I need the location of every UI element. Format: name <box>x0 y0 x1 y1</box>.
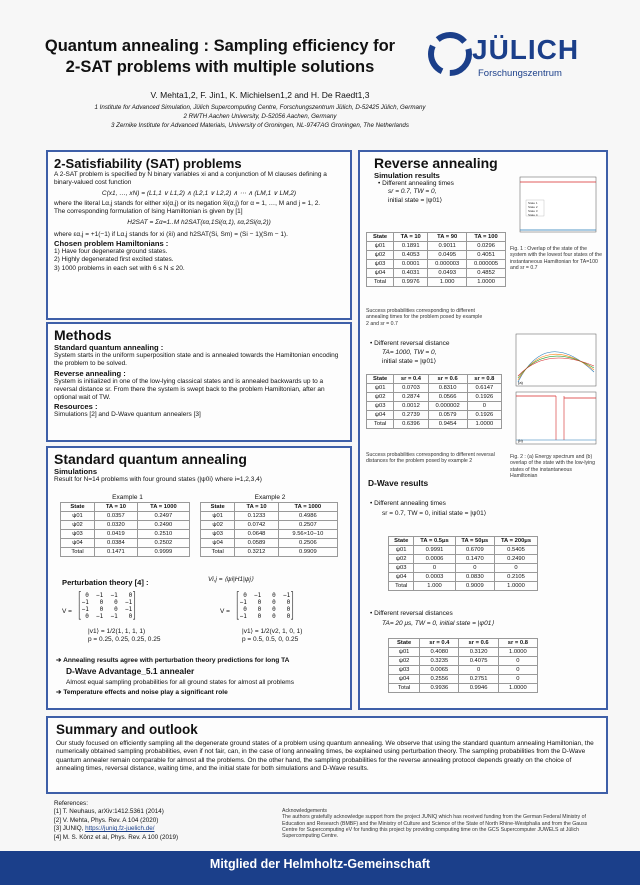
reference-item: [1] T. Neuhaus, arXiv:1412.5361 (2014) <box>54 808 164 816</box>
cell: ψ02 <box>389 555 414 564</box>
col-header: TA = 1000 <box>137 503 189 512</box>
table-row <box>389 648 538 657</box>
list-item: 3) 1000 problems in each set with 6 ≤ N ≤ 20. <box>54 264 185 272</box>
cell: 0.0003 <box>414 573 455 582</box>
cell: 0.4051 <box>467 251 506 260</box>
section-title: Summary and outlook <box>56 722 198 737</box>
cell: 0.2105 <box>495 573 538 582</box>
cell: ψ03 <box>61 530 95 539</box>
cell: ψ04 <box>201 539 235 548</box>
col-header: TA = 50μs <box>455 537 494 546</box>
cell: ψ03 <box>201 530 235 539</box>
table-row <box>367 269 506 278</box>
cell: 0.0065 <box>420 666 459 675</box>
cell: 0.9946 <box>459 684 498 693</box>
cell: ψ01 <box>389 648 420 657</box>
col-header: State <box>367 233 394 242</box>
cell: 0 <box>498 657 537 666</box>
formula: C(x1, …, xN) = (L1,1 ∨ L1,2) ∧ (L2,1 ∨ L2,2) ∧ ⋯ ∧ (LM,1 ∨ LM,2) <box>101 189 297 197</box>
paragraph: Almost equal sampling probabilities for all ground states for almost all problems <box>66 679 294 686</box>
methods-section <box>46 322 352 442</box>
list-item: 2) Highly degenerated first excited states. <box>54 256 174 264</box>
cell: 0 <box>414 564 455 573</box>
fig1-caption: Fig. 1 : Overlap of the state of the system with the lowest four states of the instantaneous Hamiltonian for TA=100 and sr = 0.7 <box>510 246 602 271</box>
cell: 0 <box>459 666 498 675</box>
bullet-text: Different reversal distance <box>374 340 450 347</box>
julich-logo-icon <box>428 32 472 76</box>
subheading: Simulation results <box>374 171 440 180</box>
col-header: State <box>389 537 414 546</box>
table-row <box>367 402 502 411</box>
cell: 0.0830 <box>455 573 494 582</box>
cell: 0.0495 <box>428 251 467 260</box>
cell: 0.9011 <box>428 242 467 251</box>
cell: 0.4080 <box>420 648 459 657</box>
params: sr = 0.7, TW = 0, initial state = |ψ01⟩ <box>382 510 487 517</box>
table-row <box>61 521 190 530</box>
col-header: sr = 0.8 <box>467 375 501 384</box>
sat-section <box>46 150 352 320</box>
cell: 0.6147 <box>467 384 501 393</box>
probabilities-2: p = 0.5, 0.5, 0, 0.25 <box>242 636 299 643</box>
cell: ψ01 <box>389 546 414 555</box>
col-header: sr = 0.6 <box>459 639 498 648</box>
perturbation-label: Perturbation theory [4] : <box>62 578 149 587</box>
cell: ψ02 <box>201 521 235 530</box>
section-title: 2-Satisfiability (SAT) problems <box>54 156 242 171</box>
references-label: References: <box>54 800 88 807</box>
bullet: • Different annealing times <box>378 180 454 187</box>
paragraph: Simulations [2] and D-Wave quantum annealers [3] <box>54 411 201 419</box>
cell: 0 <box>455 564 494 573</box>
cell: 0.4053 <box>394 251 428 260</box>
cell: 0.000002 <box>428 402 467 411</box>
table-row <box>367 251 506 260</box>
table-row <box>389 573 538 582</box>
cell: 0 <box>498 675 537 684</box>
cell: 0.2556 <box>420 675 459 684</box>
cell: 0.8310 <box>428 384 467 393</box>
paragraph: System is initialized in one of the low-lying classical states and is annealed backwards up to a reversal distance sr. From there the system is swept back to the problem Hamiltonian, after an optional wait of TW. <box>54 377 325 402</box>
subheading: Resources : <box>54 402 98 412</box>
legend-entry: State 2 <box>528 205 538 209</box>
table-row <box>367 393 502 402</box>
cell: 0.3235 <box>420 657 459 666</box>
table1-caption: Success probabilities corresponding to different annealing times for the problem posed by example 2 and sr = 0.7 <box>366 308 483 327</box>
legend-entry: State 4 <box>528 213 538 217</box>
bullet-text: Different reversal distances <box>374 610 453 617</box>
cell: 0.6709 <box>455 546 494 555</box>
table-dwave-annealing-times <box>388 536 538 591</box>
cell: 0.6396 <box>394 420 428 429</box>
cell: 0.0703 <box>394 384 428 393</box>
fig1-overlap-chart <box>510 174 600 242</box>
cell: 0 <box>498 666 537 675</box>
cell: 0.0384 <box>95 539 138 548</box>
v-label: V = <box>62 608 72 615</box>
cell: 0.1926 <box>467 411 501 420</box>
cell: 1.0000 <box>467 278 506 287</box>
init-state: initial state = |ψ01⟩ <box>382 358 437 365</box>
subheading: Reverse annealing : <box>54 368 126 378</box>
cell: ψ03 <box>389 564 414 573</box>
table-annealing-times <box>366 232 506 287</box>
table-row <box>367 242 506 251</box>
cell: ψ01 <box>61 512 95 521</box>
table-reversal-distance <box>366 374 502 429</box>
col-header: State <box>61 503 95 512</box>
reference-item: [4] M. S. Könz et al, Phys. Rev. A 100 (2019) <box>54 833 179 841</box>
cell: ψ04 <box>389 573 414 582</box>
table-row <box>389 582 538 591</box>
col-header: State <box>389 639 420 648</box>
affiliation-3: 3 Zernike Institute for Advanced Materials, University of Groningen, NL-9747AG Groningen, The Netherlands <box>111 122 409 129</box>
table-row <box>389 675 538 684</box>
bullet-text: Different annealing times <box>382 180 454 187</box>
cell: 0.9976 <box>394 278 428 287</box>
reference-item: [3] JUNIQ, https://juniq.fz-juelich.de/ <box>54 825 155 833</box>
cell: 0.0493 <box>428 269 467 278</box>
subheading: Simulations <box>54 467 98 476</box>
cell: ψ04 <box>367 269 394 278</box>
reverse-section <box>358 150 608 710</box>
affiliation-1: 1 Institute for Advanced Simulation, Jülich Supercomputing Centre, Forschungszentrum Jülich, D-52425 Jülich, Germany <box>94 104 426 111</box>
cell: 0.000005 <box>467 260 506 269</box>
cell: 0.0296 <box>467 242 506 251</box>
matrix-2: ⎡ 0 −1 0 −1⎤ ⎢−1 0 0 0⎥ ⎢ 0 0 0 0⎥ ⎣−1 0 0 0⎦ <box>236 592 294 620</box>
col-header: TA = 10 <box>394 233 428 242</box>
cell: ψ04 <box>61 539 95 548</box>
col-header: TA = 100 <box>467 233 506 242</box>
section-title: Reverse annealing <box>374 155 498 171</box>
fig2-caption: Fig. 2 : (a) Energy spectrum and (b) overlap of the state with the low-lying states of the instantaneous Hamiltonian <box>510 454 596 479</box>
table-dwave-reversal-distance <box>388 638 538 693</box>
cell: 0.0357 <box>95 512 138 521</box>
cell: 0.2490 <box>137 521 189 530</box>
authors: V. Mehta1,2, F. Jin1, K. Michielsen1,2 and H. De Raedt1,3 <box>150 90 370 100</box>
cell: 0.0579 <box>428 411 467 420</box>
table-row <box>367 260 506 269</box>
cell: ψ02 <box>367 393 394 402</box>
cell: Total <box>389 582 414 591</box>
init-state: initial state = |ψ01⟩ <box>388 196 443 204</box>
bullet: • Different reversal distance <box>370 340 450 347</box>
references <box>54 800 274 842</box>
cell: 0.0648 <box>235 530 278 539</box>
table-row <box>61 548 190 557</box>
table-row <box>201 539 338 548</box>
table-row <box>61 539 190 548</box>
cell: ψ02 <box>389 657 420 666</box>
col-header: State <box>201 503 235 512</box>
subheading: D-Wave results <box>368 478 429 488</box>
table-row <box>201 548 338 557</box>
col-header: TA = 200μs <box>495 537 538 546</box>
cell: ψ03 <box>367 260 394 269</box>
params: TA= 1000, TW = 0, <box>382 349 437 356</box>
col-header: sr = 0.8 <box>498 639 537 648</box>
summary-section <box>46 716 608 794</box>
ack-text: The authors gratefully acknowledge support from the project JUNIQ which has received funding from the German Federal Ministry of Education and Research (BMBF) and the Ministry of Culture and Science of the State of North Rhine-Westphalia and from the Gauss Centre for Supercomputing eV for funding this project by providing computing time on the GCS Supercomputer JUWELS at Jülich Supercomputing Centre. <box>282 814 588 840</box>
subheading: Standard quantum annealing : <box>54 343 164 352</box>
cell: 0.5405 <box>495 546 538 555</box>
cell: 1.0000 <box>498 648 537 657</box>
table-row <box>201 530 338 539</box>
cell: 0.3212 <box>235 548 278 557</box>
params: TA= 20 μs, TW = 0, initial state = |ψ01⟩ <box>382 620 494 627</box>
col-header: sr = 0.6 <box>428 375 467 384</box>
cell: 0 <box>495 564 538 573</box>
table-row <box>201 512 338 521</box>
paragraph: A 2-SAT problem is specified by N binary variables xi and a conjunction of M clauses defining a binary-valued cost function <box>54 171 327 187</box>
table-row <box>389 564 538 573</box>
cell: 0.2751 <box>459 675 498 684</box>
col-header: sr = 0.4 <box>420 639 459 648</box>
v-label: V = <box>220 608 230 615</box>
cell: 0.1926 <box>467 393 501 402</box>
acknowledgements <box>282 808 600 839</box>
cell: 0.000003 <box>428 260 467 269</box>
affiliation-2: 2 RWTH Aachen University, D-52056 Aachen, Germany <box>183 113 337 120</box>
params: sr = 0.7, TW = 0, <box>388 188 437 196</box>
table-row <box>61 530 190 539</box>
cell: 0.2502 <box>137 539 189 548</box>
matrix-1: ⎡ 0 −1 −1 0⎤ ⎢−1 0 0 −1⎥ ⎢−1 0 0 −1⎥ ⎣ 0 −1 −1 0⎦ <box>78 592 136 620</box>
juniq-link[interactable]: https://juniq.fz-juelich.de/ <box>85 825 155 833</box>
paragraph: where the literal Lα,j stands for either xi(α,j) or its negation x̄i(α,j) for α = 1, …, M and j = 1, 2. <box>54 199 321 207</box>
cell: 0 <box>467 402 501 411</box>
cell: 0.0589 <box>235 539 278 548</box>
cell: 1.0000 <box>498 684 537 693</box>
example-2-table <box>200 494 340 557</box>
cell: 0.0320 <box>95 521 138 530</box>
cell: 0.2739 <box>394 411 428 420</box>
section-title: Standard quantum annealing <box>54 451 247 467</box>
example-1-label: Example 1 <box>112 494 143 501</box>
table-row <box>389 555 538 564</box>
bullet: • Different reversal distances <box>370 610 453 617</box>
cell: 0.9999 <box>137 548 189 557</box>
cell: 0.0006 <box>414 555 455 564</box>
logo-subtitle: Forschungszentrum <box>478 68 562 79</box>
table-row <box>367 278 506 287</box>
paragraph: The corresponding formulation of Ising Hamiltonian is given by [1] <box>54 208 243 216</box>
cell: 1.000 <box>414 582 455 591</box>
probabilities-1: p = 0.25, 0.25, 0.25, 0.25 <box>88 636 161 643</box>
paragraph: where εα,j = +1(−1) if Lα,j stands for xi (x̄i) and h2SAT(Si, Sm) = (Si − 1)(Sm − 1). <box>54 230 288 238</box>
cell: 0.3120 <box>459 648 498 657</box>
cell: 0.2507 <box>278 521 337 530</box>
section-title: Methods <box>54 327 112 343</box>
fig2-spectrum-chart <box>506 332 600 452</box>
footer-text: Mitglied der Helmholtz-Gemeinschaft <box>209 857 431 871</box>
bullet-text: Different annealing times <box>374 500 446 507</box>
cell: 1.000 <box>428 278 467 287</box>
cell: 0.0566 <box>428 393 467 402</box>
table-row <box>389 666 538 675</box>
formula: H2SAT = Σα=1..M h2SAT(εα,1Si(α,1), εα,2Si(α,2)) <box>127 219 271 227</box>
subheading: Chosen problem Hamiltonians : <box>54 239 169 249</box>
paragraph: Our study focused on efficiently sampling all the degenerate ground states of a problem using quantum annealing. We observe that using the standard quantum annealing Hamiltonian, the numerically obtained sampling probabilities, even if not fair, can, in the case of long annealing times, be explained using perturbation theory. The sampling probabilities from the D-Wave quantum annealer remain comparable for almost all the problems. On the other hand, the sampling probabilities for the reverse annealing protocol depends greatly on the choice of annealing times, reversal distance, waiting time, and the initial state for both simulations and D-Wave results. <box>56 740 594 772</box>
cell: 0.4852 <box>467 269 506 278</box>
cell: 0.2506 <box>278 539 337 548</box>
cell: 0.4031 <box>394 269 428 278</box>
cell: 0.0012 <box>394 402 428 411</box>
cell: ψ02 <box>61 521 95 530</box>
subheading: D-Wave Advantage_5.1 annealer <box>66 666 195 676</box>
cell: Total <box>389 684 420 693</box>
cell: 0.0419 <box>95 530 138 539</box>
col-header: TA = 10 <box>95 503 138 512</box>
cell: ψ04 <box>367 411 394 420</box>
cell: 0.1470 <box>455 555 494 564</box>
cell: Total <box>61 548 95 557</box>
table-row <box>367 384 502 393</box>
cell: ψ01 <box>201 512 235 521</box>
col-header: TA = 10 <box>235 503 278 512</box>
cell: 1.0000 <box>495 582 538 591</box>
cell: Total <box>367 420 394 429</box>
legend-entry: State 1 <box>528 201 538 205</box>
cell: 0.1471 <box>95 548 138 557</box>
paragraph: System starts in the uniform superposition state and is annealed towards the Hamiltonian encoding the problem to be solved. <box>54 352 339 368</box>
title-line-1: Quantum annealing : Sampling efficiency for <box>44 37 396 55</box>
table-row <box>389 684 538 693</box>
cell: 0.2490 <box>495 555 538 564</box>
list-item: 1) Have four degenerate ground states. <box>54 248 168 256</box>
table-row <box>201 521 338 530</box>
cell: 0.1233 <box>235 512 278 521</box>
vij-formula: Vi,j = ⟨ψi|H1|ψj⟩ <box>208 576 254 583</box>
eigenvector-1: |v1⟩ = 1/2(1, 1, 1, 1) <box>88 628 146 635</box>
example-2-label: Example 2 <box>254 494 286 501</box>
cell: 0.9009 <box>455 582 494 591</box>
cell: 0.0001 <box>394 260 428 269</box>
paragraph: Result for N=14 problems with four ground states (|ψ0i⟩ where i=1,2,3,4) <box>54 476 262 483</box>
cell: 0.9991 <box>414 546 455 555</box>
cell: ψ03 <box>389 666 420 675</box>
table-row <box>367 420 502 429</box>
table-row <box>389 546 538 555</box>
eigenvector-2: |v1⟩ = 1/2(v2, 1, 0, 1) <box>242 628 303 635</box>
table2-caption: Success probabilities corresponding to different reversal distances for the problem posed by example 2 <box>366 452 495 465</box>
table-row <box>367 411 502 420</box>
poster-title <box>20 36 420 78</box>
title-line-2: 2-SAT problems with multiple solutions <box>65 58 375 76</box>
cell: 0.9909 <box>278 548 337 557</box>
logo-wordmark: JÜLICH <box>472 34 580 65</box>
cell: ψ03 <box>367 402 394 411</box>
table-row <box>389 657 538 666</box>
cell: 1.0000 <box>467 420 501 429</box>
cell: Total <box>201 548 235 557</box>
cell: 0.9454 <box>428 420 467 429</box>
sqa-section <box>46 446 352 710</box>
cell: 0.2497 <box>137 512 189 521</box>
cell: 0.0742 <box>235 521 278 530</box>
bullet: • Different annealing times <box>370 500 446 507</box>
cell: ψ04 <box>389 675 420 684</box>
cell: 0.4986 <box>278 512 337 521</box>
cell: Total <box>367 278 394 287</box>
conclusion: ➔ Temperature effects and noise play a significant role <box>56 689 228 696</box>
reference-item: [2] V. Mehta, Phys. Rev. A 104 (2020) <box>54 816 159 824</box>
cell: ψ01 <box>367 384 394 393</box>
ack-label: Acknowledgements <box>282 808 327 814</box>
col-header: TA = 0.5μs <box>414 537 455 546</box>
cell: 0.9936 <box>420 684 459 693</box>
cell: 0.2510 <box>137 530 189 539</box>
fig2b-label: (b) <box>518 438 523 443</box>
fig2a-label: (a) <box>518 380 523 385</box>
table-row <box>61 512 190 521</box>
cell: 0.2874 <box>394 393 428 402</box>
col-header: State <box>367 375 394 384</box>
cell: ψ02 <box>367 251 394 260</box>
example-1-table <box>60 494 195 557</box>
col-header: TA = 90 <box>428 233 467 242</box>
legend-entry: State 3 <box>528 209 538 213</box>
conclusion: ➔ Annealing results agree with perturbation theory predictions for long TA <box>56 657 290 664</box>
cell: 9.56×10−10 <box>278 530 337 539</box>
col-header: TA = 1000 <box>278 503 337 512</box>
cell: ψ01 <box>367 242 394 251</box>
cell: 0.4075 <box>459 657 498 666</box>
cell: 0.1891 <box>394 242 428 251</box>
col-header: sr = 0.4 <box>394 375 428 384</box>
